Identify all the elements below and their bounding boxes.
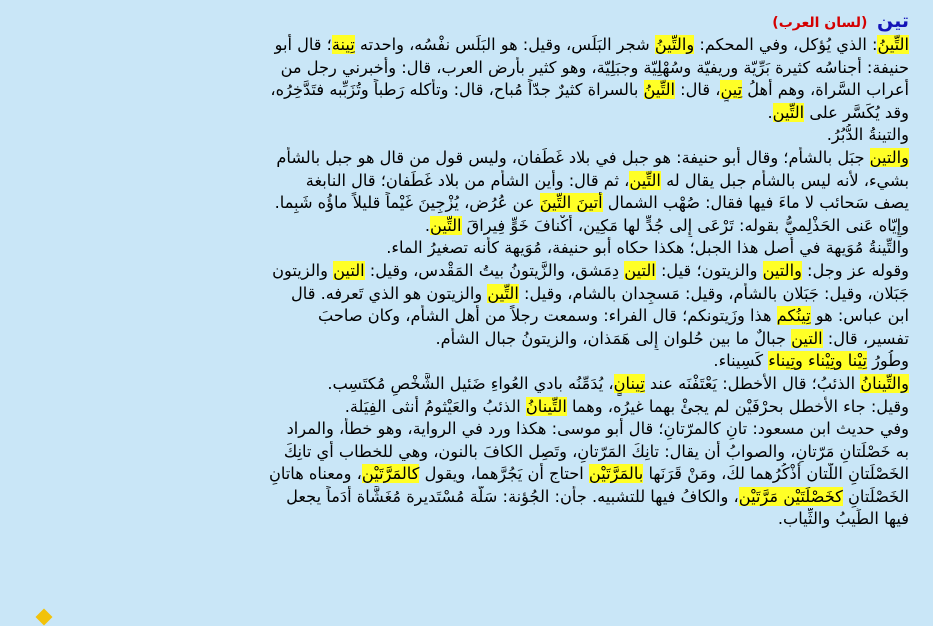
text-segment: الذئبُ والعَيْثومُ أُنثى الفِيَلة. [344,396,526,416]
text-line [20,508,909,531]
text-segment: جَبَلان، وقيل: جَبَلان بالشأْم، وقيل: مَسجِدان بالشام، وقيل: [518,283,909,303]
highlighted-term: أَتينَ التِّينَ [539,193,603,213]
text-segment: به خَصْلَتانِ مَرّتانِ، والصوابُ أَن يقال: تانِكَ المَرّتانِ، وتَصِل الكافَ بالنون، وهي للخطاب أَي تانِكَ [283,441,909,461]
highlighted-term: والتِّينُ [654,35,695,54]
highlighted-term: والتين [869,147,909,167]
highlighted-term: تِينٍ [720,80,743,100]
text-segment: جبَل بالشأْم؛ وقال أَبو حنيفة: هو جبل في بلاد غَطَفان، وليس قول من قال هو جبل بالشأْم [276,147,870,167]
text-segment: والتينةُ الدُّبُرُ. [826,125,909,145]
highlighted-term: التِّينُ [643,80,676,100]
text-line [20,79,909,102]
highlighted-term: التين [791,328,823,348]
text-segment: الخَصْلَتانِ [842,486,909,506]
text-segment: ، قال: [675,80,721,100]
text-segment: والزيتون هو الذي تَعرفه. قال [291,283,488,303]
text-segment: فيها الطِّيبُ والثِّياب. [777,509,909,529]
highlighted-term: التِّينُ [877,35,909,54]
highlighted-term: والتين [762,260,802,280]
entry-header [20,8,909,34]
text-segment: وطُورُ [866,351,909,371]
text-segment: بالسراة كثيرٌ جدّاً مُباح، قال: وتأْكله رَطباً وتُزَبِّبه فتَدَّخِرُه، [270,80,644,100]
text-line [20,260,909,283]
highlighted-term: كالمَرَّتَيْن [361,464,420,484]
text-line [20,486,909,509]
text-segment: جبالٌ ما بين حُلوان إِلى هَمَذان، والزيتونُ جبال الشأْم. [435,328,792,348]
text-line [20,147,909,170]
highlighted-term: كخَصْلَتَيْن مَرَّتَيْن [738,486,843,506]
text-line [20,170,909,193]
source-label: (لسان العرب) [772,15,868,31]
text-segment: عن عُرُض، يُزْجِينَ غَيْماً قليلاً ماؤُه شَبِما. [274,193,540,213]
text-segment: حنيفة: أَجناسُه كثيرة بَرِّيّة وريفيّة وسُهْلِيّة وجبَلِيّة، وهو كثير بأَرض العرب، قال: وأَخبرني رجل من [280,57,909,77]
text-line [20,373,909,396]
highlighted-term: تِينُكم [776,306,811,326]
text-segment: احتاج أَن يَجُرَّهما، ويقول [419,464,589,484]
text-line [20,305,909,328]
text-segment: ، يُدَمِّنُه بادي العُواءِ ضَئيل الشَّخْصِ مُكتَسِب. [327,373,614,393]
highlighted-term: التِّين [772,102,805,122]
text-segment: كَسِيناء. [713,351,769,371]
text-segment: ابن عباس: هو [810,306,909,326]
text-segment: والزيتون؛ قيل: [655,260,763,280]
text-segment: هذا وزَيتونكم؛ قال الفراء: وسمعت رجلاً من أَهل الشأْم، وكان صاحبَ [318,306,777,326]
text-line [20,350,909,373]
text-segment: أَعراب السَّراة، وهم أَهلُ [742,80,909,100]
text-segment: . [767,102,773,122]
text-segment: والزيتون [272,260,334,280]
text-line [20,237,909,260]
highlighted-term: التِّين [430,215,462,235]
headword: تين [877,10,909,32]
text-line [20,57,909,80]
highlighted-term: والتِّينانُ [860,373,909,393]
text-segment: ، ومعناه هاتانِ [268,464,362,484]
text-segment: يصف سَحائب لا ماءَ فيها فقال: صُهْب الشمال [602,193,909,213]
text-line [20,418,909,441]
text-line [20,102,909,125]
text-segment: . [424,215,430,235]
highlighted-term: التين [624,260,656,280]
text-segment: وقد يُكَسَّر على [804,102,909,122]
highlighted-term: تِينة [331,35,355,54]
text-segment: دِمَشق، والزَّيتونُ بيتُ المَقْدس، وقيل: [364,260,625,280]
highlighted-term: التين [333,260,365,280]
text-segment: الذئبُ؛ قال الأَخطل: يَعْتَفْنَه عند [644,373,861,393]
text-line [20,124,909,147]
text-line [20,215,909,238]
text-segment: وإِيّاه عَنى الحَذْلِميُّ بقوله: تَرْعَى إِلى جُدٍّ لها مَكِين، أَكْنافَ خَوٍّ فِيراقَ [461,215,909,235]
text-segment: بشيء، لأَنه ليس بالشأْم جبل يقال له [660,170,909,190]
text-line [20,328,909,351]
highlighted-term: تِينانٍ [613,373,645,393]
highlighted-term: التِّين [629,170,661,190]
text-line [20,283,909,306]
text-line [20,441,909,464]
highlighted-term: بالمَرَّتَيْن [588,464,644,484]
text-segment: وفي حديث ابن مسعود: تانِ كالمرّتانِ؛ قال أَبو موسى: هكذا ورد في الرواية، وهو خطأٌ، والمراد [286,419,909,439]
text-line [20,463,909,486]
text-line [20,34,909,57]
text-segment: شجر البَلَس، وقيل: هو البَلَس نفْسُه، واحدته [354,35,655,54]
highlighted-term: التِّين [487,283,519,303]
text-segment: وقيل: جاء الأَخطل بحرْفَيْن لم يجئْ بهما غيرُه، وهما [566,396,909,416]
text-segment: ، والكافُ فيها للتشبيه. جأن: الجُؤنة: سَلَّة مُسْتَديرة مُغَشَّاة أَدَماً يجعل [286,486,739,506]
entry-body [20,34,909,531]
highlighted-term: تِيْنا وتِيْناء وتِيناء [768,351,867,371]
text-segment: وقوله عز وجل: [801,260,909,280]
highlighted-term: التِّينانُ [525,396,567,416]
text-segment: والتِّينةُ مُوَيهة في أَصل هذا الجبل؛ هكذا حكاه أَبو حنيفة، مُوَيهة كأَنه تصغيرُ الماء. [386,238,909,258]
text-segment: : الذي يُؤكل، وفي المحكم: [694,35,878,54]
text-segment: الخَصْلَتانِ اللّتان أَذْكُرُهما لكَ، ومَنْ قَرَنَها [643,464,909,484]
text-segment: تفسير، قال: [822,328,909,348]
text-segment: ؛ قال أَبو [274,35,332,54]
text-segment: ، ثم قال: وأَين الشأْم من بلاد غَطَفان؛ قال النابغة [305,170,630,190]
text-line [20,396,909,419]
text-line [20,192,909,215]
corner-marker-icon [36,609,53,626]
